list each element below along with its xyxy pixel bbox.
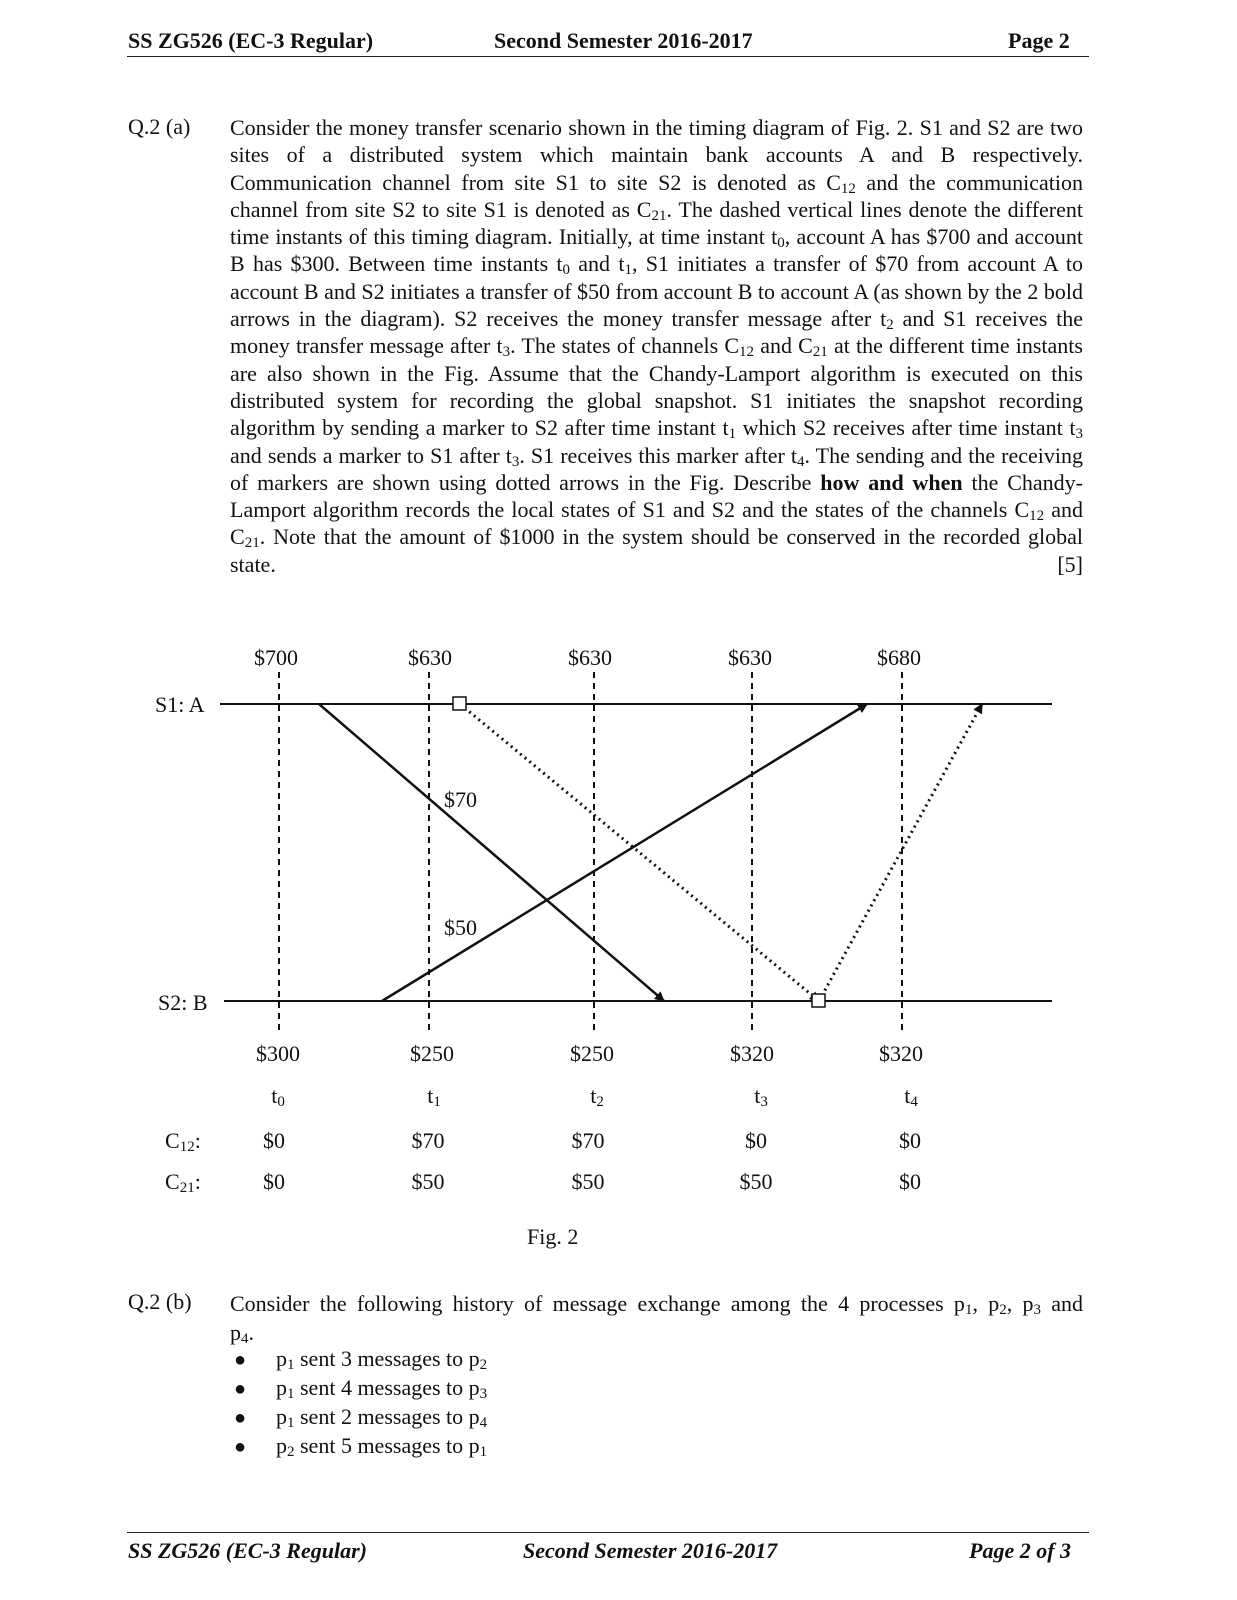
c12-value-t3: $0 (745, 1128, 767, 1153)
c12-value-t0: $0 (263, 1128, 285, 1153)
b-value-t4: $320 (879, 1041, 923, 1066)
footer-page: Page 2 of 3 (969, 1538, 1072, 1563)
transfer-arrow-a-to-b (319, 704, 664, 1001)
s1-label: S1: A (155, 692, 205, 717)
c21-value-t4: $0 (899, 1169, 921, 1194)
header-semester: Second Semester 2016-2017 (494, 28, 753, 53)
a-value-t3: $630 (728, 645, 772, 670)
question-label-2a: Q.2 (a) (128, 114, 191, 139)
header-course: SS ZG526 (EC-3 Regular) (128, 28, 374, 53)
question-2a-marks: [5] (1057, 551, 1083, 577)
c12-value-t1: $70 (411, 1128, 445, 1153)
c12-label: $C_{12}$: (165, 1128, 201, 1155)
question-2b-text: Consider the following history of message exchange among the 4 processes $p_1$, $p_2$, $p_3$ and $p_4$. (230, 1291, 1084, 1347)
time-label-t4-text: $t_4$ (904, 1083, 918, 1110)
question-2a-body: Consider the money transfer scenario shown in the timing diagram of Fig. 2. S1 and S2 are two sites of a distributed system which maintain bank accounts A and B respectively. Communication channel from site S1 to site S2 is denoted as $C_{12}$ and the communication channel from site S2 to site S1 is denoted as $C_{21}$. The dashed vertical lines denote the different time instants of this timing diagram. Initially, at time instant $t_0$, account A has $700 and account B has $300. Between time instants $t_0$ and $t_1$, S1 initiates a transfer of $70 from account A to account B and S2 initiates a transfer of $50 from account B to account A (as shown by the 2 bold arrows in the diagram). S2 receives the money transfer message after $t_2$ and S1 receives the money transfer message after $t_3$. The states of channels $C_{12}$ and $C_{21}$ at the different time instants are also shown in the Fig. Assume that the Chandy-Lamport algorithm is executed on this distributed system for recording the global snapshot. S1 initiates the snapshot recording algorithm by sending a marker to S2 after time instant $t_1$ which S2 receives after time instant $t_3$ and sends a marker to S1 after $t_3$. S1 receives this marker after $t_4$. The sending and the receiving of markers are shown using dotted arrows in the Fig. Describe how and when the Chandy-Lamport algorithm records the local states of S1 and S2 and the states of the channels $C_{12}$ and $C_{21}$. Note that the amount of $1000 in the system should be conserved in the recorded global (230, 115, 1084, 552)
header-page: Page 2 (1008, 28, 1070, 53)
list-item-text: $p_1$ sent 4 messages to $p_3$ (276, 1375, 488, 1402)
time-label-t0-text: $t_0$ (271, 1083, 285, 1110)
a-value-t1: $630 (408, 645, 452, 670)
a-value-t2: $630 (568, 645, 612, 670)
time-label-t1-text: $t_1$ (427, 1083, 441, 1110)
marker-box-s1 (453, 697, 466, 710)
list-item-text: $p_2$ sent 5 messages to $p_1$ (276, 1433, 488, 1460)
b-value-t0: $300 (256, 1041, 300, 1066)
list-item (230, 1433, 487, 1462)
question-label-2b: Q.2 (b) (128, 1289, 192, 1314)
c21-label: $C_{21}$: (165, 1169, 201, 1196)
c12-value-t2: $70 (571, 1128, 605, 1153)
b-value-t1: $250 (410, 1041, 454, 1066)
a-value-t4: $680 (877, 645, 921, 670)
list-item (230, 1404, 487, 1433)
time-label-t2 (577, 1083, 617, 1109)
c21-value-t2: $50 (571, 1169, 605, 1194)
footer-course: SS ZG526 (EC-3 Regular) (128, 1538, 367, 1563)
time-label-t3 (741, 1083, 781, 1109)
bullet-icon: ● (234, 1378, 247, 1400)
list-item-text: $p_1$ sent 2 messages to $p_4$ (276, 1404, 488, 1431)
time-label-t1 (414, 1083, 454, 1109)
c21-value-t0: $0 (263, 1169, 285, 1194)
footer-rule (127, 1532, 1089, 1533)
b-value-t3: $320 (730, 1041, 774, 1066)
bullet-icon: ● (234, 1349, 247, 1371)
marker-arrow-s1-to-s2 (460, 704, 819, 1001)
figure-caption: Fig. 2 (527, 1224, 579, 1249)
time-label-t2-text: $t_2$ (590, 1083, 604, 1110)
transfer-arrow-b-to-a (382, 704, 867, 1001)
b-value-t2: $250 (570, 1041, 614, 1066)
footer-semester: Second Semester 2016-2017 (523, 1538, 778, 1563)
question-2a-last-line: state. [5] (230, 551, 1083, 577)
time-label-t3-text: $t_3$ (754, 1083, 768, 1110)
list-item (230, 1346, 487, 1375)
bullet-icon: ● (234, 1407, 247, 1429)
marker-arrow-s2-to-s1 (819, 704, 982, 1001)
list-item (230, 1375, 487, 1404)
transfer-label-50: $50 (444, 915, 477, 940)
s2-label: S2: B (158, 990, 208, 1015)
time-label-t0 (258, 1083, 298, 1109)
transfer-label-70: $70 (444, 787, 477, 812)
list-item-text: $p_1$ sent 3 messages to $p_2$ (276, 1346, 488, 1373)
time-label-t4 (891, 1083, 931, 1109)
a-value-t0: $700 (254, 645, 298, 670)
c12-value-t4: $0 (899, 1128, 921, 1153)
marker-box-s2 (812, 994, 825, 1007)
bullet-icon: ● (234, 1436, 247, 1458)
c21-value-t1: $50 (411, 1169, 445, 1194)
message-history-list (230, 1346, 487, 1462)
c21-value-t3: $50 (739, 1169, 773, 1194)
